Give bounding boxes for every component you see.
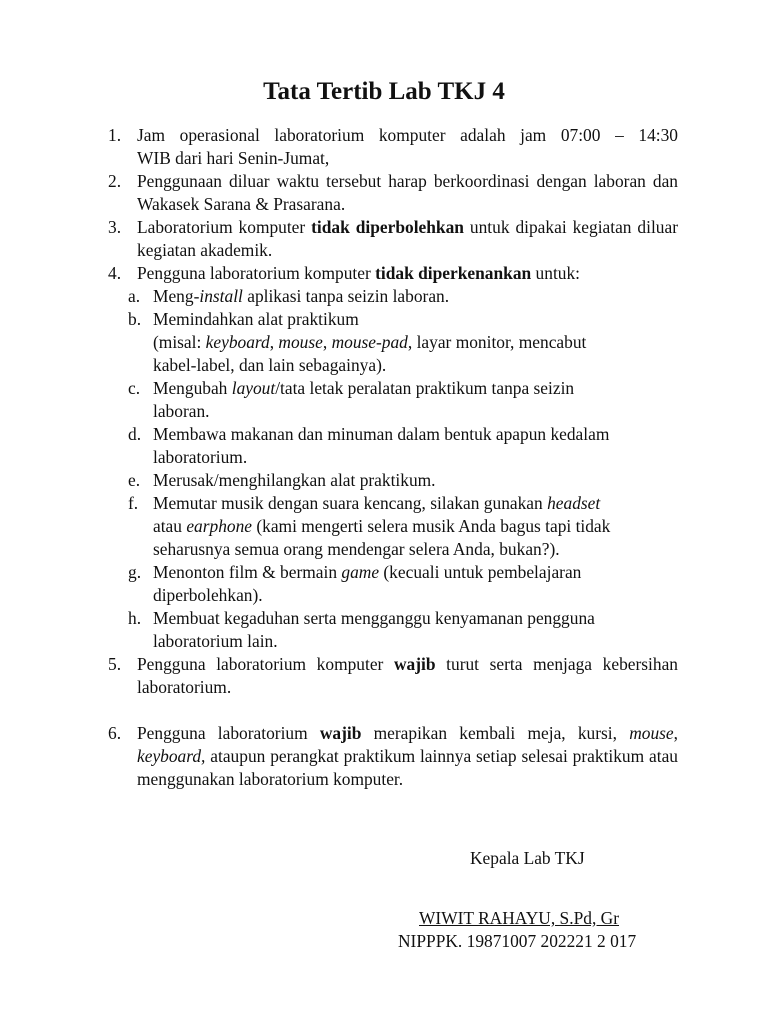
- rule-2: [108, 170, 678, 216]
- rule-6-text: Pengguna laboratorium wajib merapikan kembali meja, kursi, mouse, keyboard, ataupun perangkat praktikum lainnya setiap selesai praktikum atau menggunakan laboratorium komputer.: [137, 723, 678, 789]
- rule-5: [108, 653, 678, 699]
- document-title: Tata Tertib Lab TKJ 4: [263, 78, 505, 105]
- bold-phrase: tidak diperkenankan: [375, 263, 532, 283]
- subitem-g: g. Menonton film & bermain game (kecuali untuk pembelajaran diperbolehkan).: [128, 562, 582, 605]
- rule-number: 1.: [108, 125, 122, 145]
- rule-3-text: Laboratorium komputer tidak diperbolehkan untuk dipakai kegiatan diluar kegiatan akademik.: [137, 217, 678, 260]
- subitem-f: f. Memutar musik dengan suara kencang, silakan gunakan headset atau earphone (kami mengerti selera musik Anda bagus tapi tidak seharusnya semua orang mendengar selera Anda, bukan?).: [128, 493, 611, 559]
- signature-title: Kepala Lab TKJ: [470, 848, 585, 868]
- rule-3: [108, 216, 678, 262]
- rule-4-text: Pengguna laboratorium komputer tidak diperkenankan untuk:: [137, 263, 580, 283]
- rule-number: 2.: [108, 171, 122, 191]
- subitem-d: d. Membawa makanan dan minuman dalam bentuk apapun kedalam laboratorium.: [128, 424, 610, 467]
- subitem-e: e. Merusak/menghilangkan alat praktikum.: [128, 470, 436, 490]
- rule-number: 6.: [108, 723, 122, 743]
- bold-phrase: tidak diperbolehkan: [311, 217, 464, 237]
- rule-number: 3.: [108, 217, 122, 237]
- rule-1-line-1: Jam operasional laboratorium komputer adalah jam 07:00 – 14:30: [137, 125, 678, 145]
- rules-list: [108, 124, 678, 791]
- rule-number: 4.: [108, 263, 122, 283]
- rule-5-text: Pengguna laboratorium komputer wajib turut serta menjaga kebersihan laboratorium.: [137, 654, 678, 697]
- rule-1-line-2: WIB dari hari Senin-Jumat,: [137, 148, 330, 168]
- rule-2-text: Penggunaan diluar waktu tersebut harap berkoordinasi dengan laboran dan Wakasek Sarana & Prasarana.: [137, 171, 678, 214]
- subitem-c: c. Mengubah layout/tata letak peralatan praktikum tanpa seizin laboran.: [128, 378, 575, 421]
- bold-phrase: wajib: [393, 654, 436, 674]
- rule-4-sublist: [108, 285, 678, 653]
- signature-nip: NIPPPK. 19871007 202221 2 017: [398, 931, 637, 951]
- bold-phrase: wajib: [319, 723, 362, 743]
- signature-name: WIWIT RAHAYU, S.Pd, Gr: [419, 908, 619, 928]
- subitem-b: b. Memindahkan alat praktikum (misal: keyboard, mouse, mouse-pad, layar monitor, mencabut kabel-label, dan lain sebagainya).: [128, 309, 587, 375]
- subitem-h: h. Membuat kegaduhan serta mengganggu kenyamanan pengguna laboratorium lain.: [128, 608, 595, 651]
- rule-4: [108, 262, 678, 285]
- rule-1: [108, 124, 678, 170]
- subitem-a: a. Meng-install aplikasi tanpa seizin laboran.: [128, 286, 450, 306]
- rule-6: [108, 722, 678, 791]
- rule-number: 5.: [108, 654, 122, 674]
